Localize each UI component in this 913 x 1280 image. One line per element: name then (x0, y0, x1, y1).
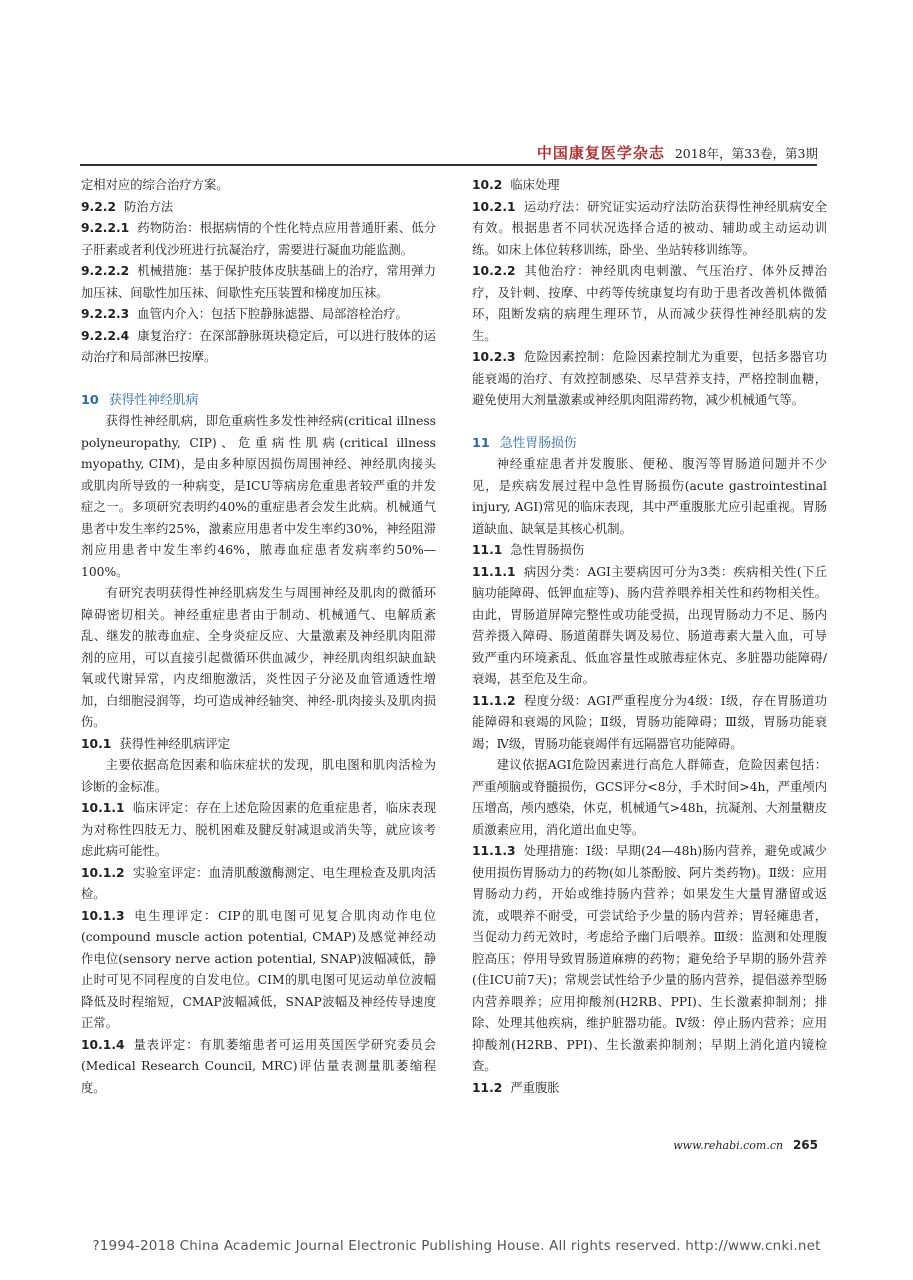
paragraph: 建议依据AGI危险因素进行高危人群筛查，危险因素包括：严重颅脑或脊髓损伤，GCS评分<8分，手术时间>4h，严重颅内压增高，颅内感染，休克，机械通气>48h，抗凝剂、大剂量糖皮质激素应用，消化道出血史等。 (472, 758, 827, 837)
subsection-heading-11-2: 11.2 严重腹胀 (472, 1080, 560, 1095)
footer-url: www.rehabi.com.cn (673, 1139, 784, 1152)
paragraph: 有研究表明获得性神经肌病发生与周围神经及肌肉的微循环障碍密切相关。神经重症患者由于制动、机械通气、电解质紊乱、继发的脓毒血症、全身炎症反应、大量激素及神经肌肉阻滞剂的应用，可以直接引起微循环供血减少，神经肌肉组织缺血缺氧或代谢异常，内皮细胞激活，炎性因子分泌及血管通透性增加，白细胞浸润等，均可造成神经轴突、神经-肌肉接头及肌肉损伤。 (81, 586, 436, 729)
paragraph-10-1-2: 10.1.2 实验室评定：血清肌酸激酶测定、电生理检查及肌肉活检。 (81, 865, 436, 901)
issue-info: 2018年，第33卷，第3期 (674, 146, 818, 161)
paragraph: 获得性神经肌病，即危重病性多发性神经病(critical illness polyneuropathy, CIP)、危重病性肌病(critical illness myopathy, CIM)，是由多种原因损伤周围神经、神经肌肉接头或肌肉所导致的一种病变，是ICU等病房危重患者较严重的并发症之一。多项研究表明约40%的重症患者会发生此病。机械通气患者中发生率约25%，激素应用患者中发生率约30%，神经阻滞剂应用患者中发生率约46%，脓毒血症患者发病率约50%—100%。 (81, 414, 436, 579)
subsection-heading-10-1: 10.1 获得性神经肌病评定 (81, 736, 231, 751)
header-rule (80, 164, 817, 166)
paragraph-10-1-1: 10.1.1 临床评定：存在上述危险因素的危重症患者，临床表现为对称性四肢无力、脱机困难及腱反射减退或消失等，就应该考虑此病可能性。 (81, 801, 436, 858)
paragraph: 定相对应的综合治疗方案。 (81, 178, 229, 192)
section-heading-11: 11 急性胃肠损伤 (472, 435, 577, 451)
paragraph: 神经重症患者并发腹胀、便秘、腹泻等胃肠道问题并不少见，是疾病发展过程中急性胃肠损伤(acute gastrointestinal injury, AGI)常见的临床表现，其中严重腹胀尤应引起重视。胃肠道缺血、缺氧是其核心机制。 (472, 457, 827, 536)
paragraph-9-2-2-3: 9.2.2.3 血管内介入：包括下腔静脉滤器、局部溶栓治疗。 (81, 307, 408, 321)
journal-header (537, 142, 818, 163)
journal-name: 中国康复医学杂志 (536, 144, 665, 162)
paragraph-10-2-2: 10.2.2 其他治疗：神经肌肉电刺激、气压治疗、体外反搏治疗，及针刺、按摩、中药等传统康复均有助于患者改善机体微循环，阻断发病的病理生理环节，从而减少获得性神经肌病的发生。 (472, 264, 827, 343)
right-column (472, 175, 827, 1099)
left-column (81, 175, 436, 1099)
paragraph-9-2-2-1: 9.2.2.1 药物防治：根据病情的个性化特点应用普通肝素、低分子肝素或者利伐沙班进行抗凝治疗，需要进行凝血功能监测。 (81, 221, 436, 257)
page-number: 265 (792, 1138, 818, 1152)
paragraph-11-1-1: 11.1.1 病因分类：AGI主要病因可分为3类：疾病相关性(下丘脑功能障碍、低钾血症等)、肠内营养喂养相关性和药物相关性。由此，胃肠道屏障完整性或功能受损，出现胃肠动力不足、肠内营养摄入障碍、肠道菌群失调及易位、肠道毒素大量入血，可导致严重内环境紊乱、低血容量性或脓毒症休克、多脏器功能障碍/衰竭，甚至危及生命。 (472, 564, 827, 686)
subsection-heading-9-2-2: 9.2.2 防治方法 (81, 199, 174, 214)
paragraph-11-1-3: 11.1.3 处理措施：Ⅰ级：早期(24—48h)肠内营养，避免或减少使用损伤胃肠动力的药物(如儿茶酚胺、阿片类药物)。Ⅱ级：应用胃肠动力药，开始或维持肠内营养；如果发生大量胃潴留或返流，或喂养不耐受，可尝试给予少量的肠内营养；胃轻瘫患者，当促动力药无效时，考虑给予幽门后喂养。Ⅲ级：监测和处理腹腔高压；停用导致胃肠道麻痹的药物；避免给予早期的肠外营养(住ICU前7天)；常规尝试性给予少量的肠内营养，提倡滋养型肠内营养喂养；应用抑酸剂(H2RB、PPI)、生长激素抑制剂；排除、处理其他疾病，维护脏器功能。Ⅳ级：停止肠内营养；应用抑酸剂(H2RB、PPI)、生长激素抑制剂；早期上消化道内镜检查。 (472, 844, 827, 1073)
page-footer (673, 1138, 818, 1152)
section-heading-10: 10 获得性神经肌病 (81, 392, 199, 408)
paragraph-10-1-3: 10.1.3 电生理评定：CIP的肌电图可见复合肌肉动作电位(compound muscle action potential, CMAP)及感觉神经动作电位(sensory nerve action potential, SNAP)波幅减低，静止时可见不同程度的自发电位。CIM的肌电图可见运动单位波幅降低及时程缩短，CMAP波幅减低，SNAP波幅及神经传导速度正常。 (81, 908, 436, 1030)
paragraph-10-1-4: 10.1.4 量表评定：有肌萎缩患者可运用英国医学研究委员会(Medical Research Council, MRC)评估量表测量肌萎缩程度。 (81, 1037, 436, 1095)
subsection-heading-10-2: 10.2 临床处理 (472, 178, 560, 192)
copyright-watermark: ?1994-2018 China Academic Journal Electronic Publishing House. All rights reserved. http://www.cnki.net (92, 1238, 821, 1254)
paragraph-9-2-2-2: 9.2.2.2 机械措施：基于保护肢体皮肤基础上的治疗，常用弹力加压袜、间歇性加压袜、间歇性充压装置和梯度加压袜。 (81, 264, 436, 300)
paragraph-10-2-3: 10.2.3 危险因素控制：危险因素控制尤为重要，包括多器官功能衰竭的治疗、有效控制感染、尽早营养支持，严格控制血糖，避免使用大剂量激素或神经肌肉阻滞药物，减少机械通气等。 (472, 350, 827, 407)
paragraph-10-2-1: 10.2.1 运动疗法：研究证实运动疗法防治获得性神经肌病安全有效。根据患者不同状况选择合适的被动、辅助或主动运动训练。如床上体位转移训练，卧坐、坐站转移训练等。 (472, 199, 827, 257)
paragraph-9-2-2-4: 9.2.2.4 康复治疗：在深部静脉斑块稳定后，可以进行肢体的运动治疗和局部淋巴按摩。 (81, 328, 436, 364)
paragraph: 主要依据高危因素和临床症状的发现，肌电图和肌肉活检为诊断的金标准。 (81, 758, 436, 794)
paragraph-11-1-2: 11.1.2 程度分级：AGI严重程度分为4级：Ⅰ级，存在胃肠道功能障碍和衰竭的风险；Ⅱ级，胃肠功能障碍；Ⅲ级，胃肠功能衰竭；Ⅳ级，胃肠功能衰竭伴有远隔器官功能障碍。 (472, 693, 827, 751)
subsection-heading-11-1: 11.1 急性胃肠损伤 (472, 543, 585, 557)
